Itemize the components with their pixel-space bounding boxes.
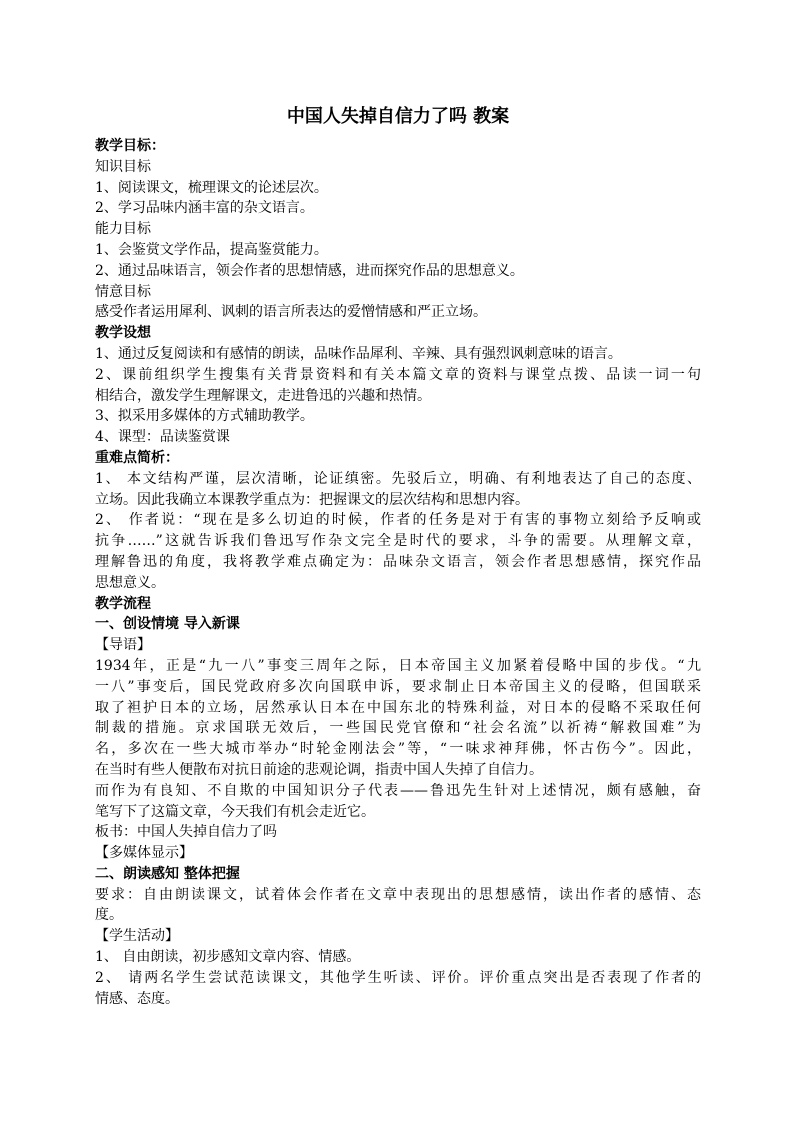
- text-line: 【学生活动】: [95, 928, 179, 945]
- section-heading: 重难点简析：: [95, 449, 179, 466]
- text-line: 1、会鉴赏文学作品，提高鉴赏能力。: [95, 241, 328, 258]
- text-line: 1934年，正是“九一八”事变三周年之际，日本帝国主义加紧着侵略中国的步伐。“九: [95, 657, 701, 674]
- text-line: 笔写下了这篇文章，今天我们有机会走近它。: [95, 803, 375, 820]
- text-line: 1、 自由朗读，初步感知文章内容、情感。: [95, 949, 361, 966]
- text-line: 2、 请两名学生尝试范读课文，其他学生听读、评价。评价重点突出是否表现了作者的: [95, 969, 701, 986]
- text-line: 2、通过品味语言，领会作者的思想情感，进而探究作品的思想意义。: [95, 262, 524, 279]
- text-line: 感受作者运用犀利、讽刺的语言所表达的爱憎情感和严正立场。: [95, 304, 487, 321]
- section-heading: 教学设想: [95, 325, 151, 342]
- text-line: 1、阅读课文，梳理课文的论述层次。: [95, 179, 328, 196]
- document-title: 中国人失掉自信力了吗 教案: [286, 106, 510, 127]
- text-line: 3、拟采用多媒体的方式辅助教学。: [95, 408, 314, 425]
- text-line: 2、学习品味内涵丰富的杂文语言。: [95, 200, 314, 217]
- text-line: 情意目标: [95, 283, 151, 300]
- text-line: 而作为有良知、不自欺的中国知识分子代表——鲁迅先生针对上述情况，颇有感触，奋: [95, 782, 701, 799]
- section-heading: 二、朗读感知 整体把握: [95, 865, 240, 882]
- text-line: 抗争……”这就告诉我们鲁迅写作杂文完全是时代的要求，斗争的需要。从理解文章，: [95, 533, 701, 550]
- text-line: 知识目标: [95, 158, 151, 175]
- section-heading: 教学目标：: [95, 138, 165, 154]
- text-line: 要求：自由朗读课文，试着体会作者在文章中表现出的思想感情，读出作者的感情、态: [95, 886, 701, 903]
- text-line: 【导语】: [95, 637, 151, 654]
- text-line: 思想意义。: [95, 574, 165, 591]
- text-line: 理解鲁迅的角度，我将教学难点确定为：品味杂文语言，领会作者思想感情，探究作品: [95, 553, 701, 570]
- text-line: 1、 本文结构严谨，层次清晰，论证缜密。先驳后立，明确、有利地表达了自己的态度、: [95, 470, 701, 487]
- text-line: 取了袒护日本的立场，居然承认日本在中国东北的特殊利益，对日本的侵略不采取任何: [95, 699, 701, 716]
- document-page: [95, 104, 701, 1009]
- text-line: 能力目标: [95, 221, 151, 238]
- text-line: 一八”事变后，国民党政府多次向国联申诉，要求制止日本帝国主义的侵略，但国联采: [95, 678, 701, 695]
- text-line: 1、通过反复阅读和有感情的朗读，品味作品犀利、辛辣、具有强烈讽刺意味的语言。: [95, 345, 622, 362]
- text-line: 名，多次在一些大城市举办“时轮金刚法会”等，“一味求神拜佛，怀古伤今”。因此，: [95, 741, 701, 758]
- text-line: 度。: [95, 907, 123, 924]
- text-line: 2、 作者说：“现在是多么切迫的时候，作者的任务是对于有害的事物立刻给予反响或: [95, 512, 701, 529]
- text-line: 在当时有些人便散布对抗日前途的悲观论调，指责中国人失掉了自信力。: [95, 761, 543, 778]
- text-line: 相结合，激发学生理解课文，走进鲁迅的兴趣和热情。: [95, 387, 431, 404]
- section-heading: 教学流程: [95, 595, 151, 612]
- text-line: 情感、态度。: [95, 990, 179, 1007]
- text-line: 立场。因此我确立本课教学重点为：把握课文的层次结构和思想内容。: [95, 491, 529, 508]
- text-line: 制裁的措施。京求国联无效后，一些国民党官僚和“社会名流”以祈祷“解救国难”为: [95, 720, 701, 737]
- text-line: 2、课前组织学生搜集有关背景资料和有关本篇文章的资料与课堂点拨、品读一词一句: [95, 366, 701, 383]
- text-line: 【多媒体显示】: [95, 845, 193, 862]
- document-body: [95, 136, 701, 1009]
- text-line: 板书：中国人失掉自信力了吗: [95, 824, 277, 841]
- section-heading: 一、创设情境 导入新课: [95, 616, 240, 633]
- text-line: 4、课型：品读鉴赏课: [95, 429, 230, 446]
